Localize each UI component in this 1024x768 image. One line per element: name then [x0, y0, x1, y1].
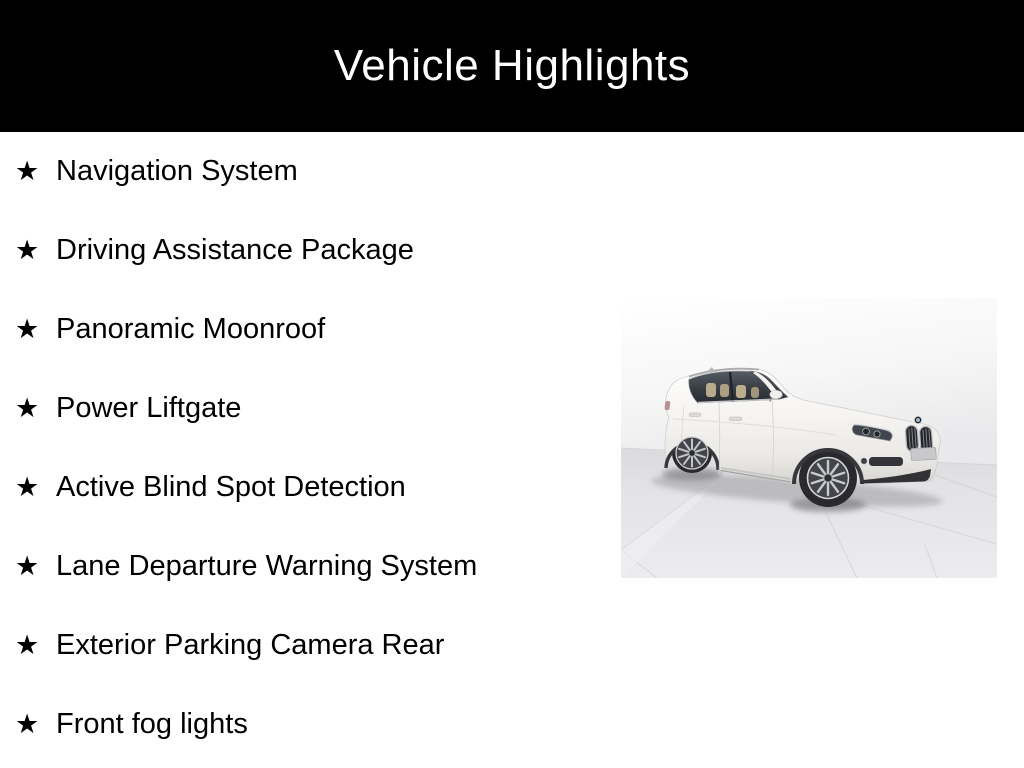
star-icon: ★ — [15, 630, 40, 660]
star-icon: ★ — [15, 472, 40, 502]
highlight-item — [0, 132, 620, 211]
highlights-list — [0, 132, 620, 764]
bmw-roundel — [914, 416, 921, 423]
highlight-item — [0, 211, 620, 290]
highlight-item — [0, 685, 620, 764]
star-icon: ★ — [15, 235, 40, 265]
highlight-item-label: Driving Assistance Package — [56, 234, 414, 266]
front-wheel — [808, 458, 849, 499]
highlight-item-label: Active Blind Spot Detection — [56, 471, 406, 503]
highlight-item-label: Panoramic Moonroof — [56, 313, 326, 345]
highlight-item-label: Power Liftgate — [56, 392, 242, 424]
fog-light — [861, 458, 867, 464]
highlight-item — [0, 606, 620, 685]
highlight-item — [0, 369, 620, 448]
highlight-item — [0, 448, 620, 527]
highlight-item-label: Front fog lights — [56, 708, 248, 740]
rear-wheel — [676, 437, 708, 469]
highlight-item-label: Navigation System — [56, 155, 298, 187]
star-icon: ★ — [15, 709, 40, 739]
highlight-item-label: Lane Departure Warning System — [56, 550, 478, 582]
highlight-item — [0, 527, 620, 606]
license-plate-area — [911, 447, 937, 460]
highlight-item — [0, 290, 620, 369]
star-icon: ★ — [15, 551, 40, 581]
page-title: Vehicle Highlights — [333, 41, 691, 90]
star-icon: ★ — [15, 393, 40, 423]
star-icon: ★ — [15, 314, 40, 344]
star-icon: ★ — [15, 156, 40, 186]
highlight-item-label: Exterior Parking Camera Rear — [56, 629, 445, 661]
bumper-intake — [869, 457, 903, 466]
vehicle-photo — [621, 298, 997, 578]
title-banner — [0, 0, 1024, 132]
vehicle-photo-illustration — [621, 298, 997, 578]
